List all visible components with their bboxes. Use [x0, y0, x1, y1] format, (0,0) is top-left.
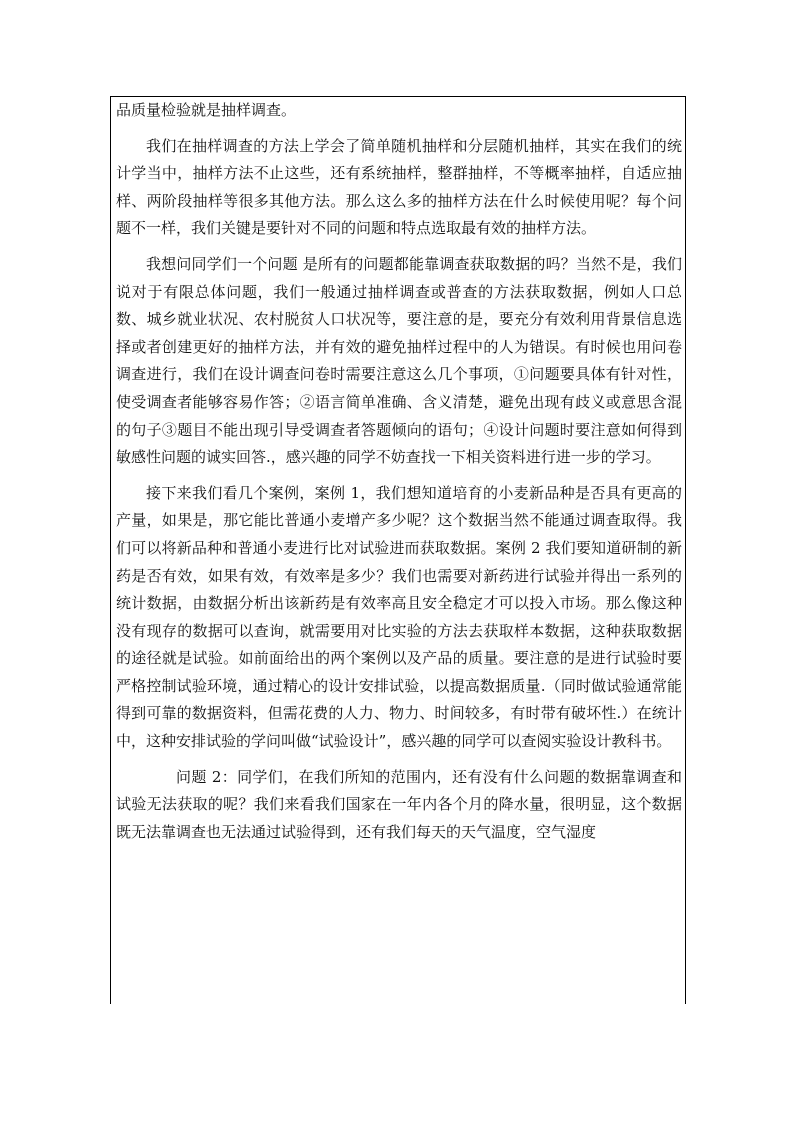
paragraph-experiment-cases: 接下来我们看几个案例，案例 1，我们想知道培育的小麦新品种是否具有更高的产量，如果是，那它能比普通小麦增产多少呢？这个数据当然不能通过调查取得。我们可以将新品种和普通小麦进行比对试验进而获取数据。案例 2 我们要知道研制的新药是否有效，如果有效，有效率是多少？我们也需要对新药进行试验并得出一系列的统计数据，由数据分析出该新药是有效率高且安全稳定才可以投入市场。那么像这种没有现存的数据可以查询，就需要用对比实验的方法去获取样本数据，这种获取数据的途径就是试验。如前面给出的两个案例以及产品的质量。要注意的是进行试验时要严格控制试验环境，通过精心的设计安排试验，以提高数据质量.（同时做试验通常能得到可靠的数据资料，但需花费的人力、物力、时间较多，有时带有破坏性.）在统计中，这种安排试验的学问叫做“试验设计”，感兴趣的同学可以查阅实验设计教科书。: [116, 483, 682, 751]
paragraph-gap: [116, 756, 682, 764]
paragraph-continuation: 品质量检验就是抽样调查。: [116, 101, 297, 119]
document-body: [116, 97, 682, 846]
paragraph-gap: [116, 472, 682, 480]
paragraph-gap: [116, 125, 682, 133]
paragraph-sampling-methods: 我们在抽样调查的方法上学会了简单随机抽样和分层随机抽样，其实在我们的统计学当中，抽样方法不止这些，还有系统抽样，整群抽样，不等概率抽样，自适应抽样、两阶段抽样等很多其他方法。那么这么多的抽样方法在什么时候使用呢？每个问题不一样，我们关键是要针对不同的问题和特点选取最有效的抽样方法。: [116, 136, 682, 238]
paragraph-gap: [116, 243, 682, 251]
document-table-cell: [110, 96, 686, 1004]
paragraph-survey-question: 我想问同学们一个问题 是所有的问题都能靠调查获取数据的吗？当然不是，我们说对于有限总体问题，我们一般通过抽样调查或普查的方法获取数据，例如人口总数、城乡就业状况、农村脱贫人口状况等，要注意的是，要充分有效利用背景信息选择或者创建更好的抽样方法，并有效的避免抽样过程中的人为错误。有时候也用问卷调查进行，我们在设计调查问卷时需要注意这么几个事项，①问题要具体有针对性，使受调查者能够容易作答；②语言简单准确、含义清楚，避免出现有歧义或意思含混的句子③题目不能出现引导受调查者答题倾向的语句；④设计问题时要注意如何得到敏感性问题的诚实回答.，感兴趣的同学不妨查找一下相关资料进行进一步的学习。: [116, 254, 682, 467]
paragraph-question-2: 问题 2：同学们，在我们所知的范围内，还有没有什么问题的数据靠调查和试验无法获取的呢？我们来看我们国家在一年内各个月的降水量，很明显，这个数据既无法靠调查也无法通过试验得到，还有我们每天的天气温度，空气湿度: [116, 767, 682, 841]
